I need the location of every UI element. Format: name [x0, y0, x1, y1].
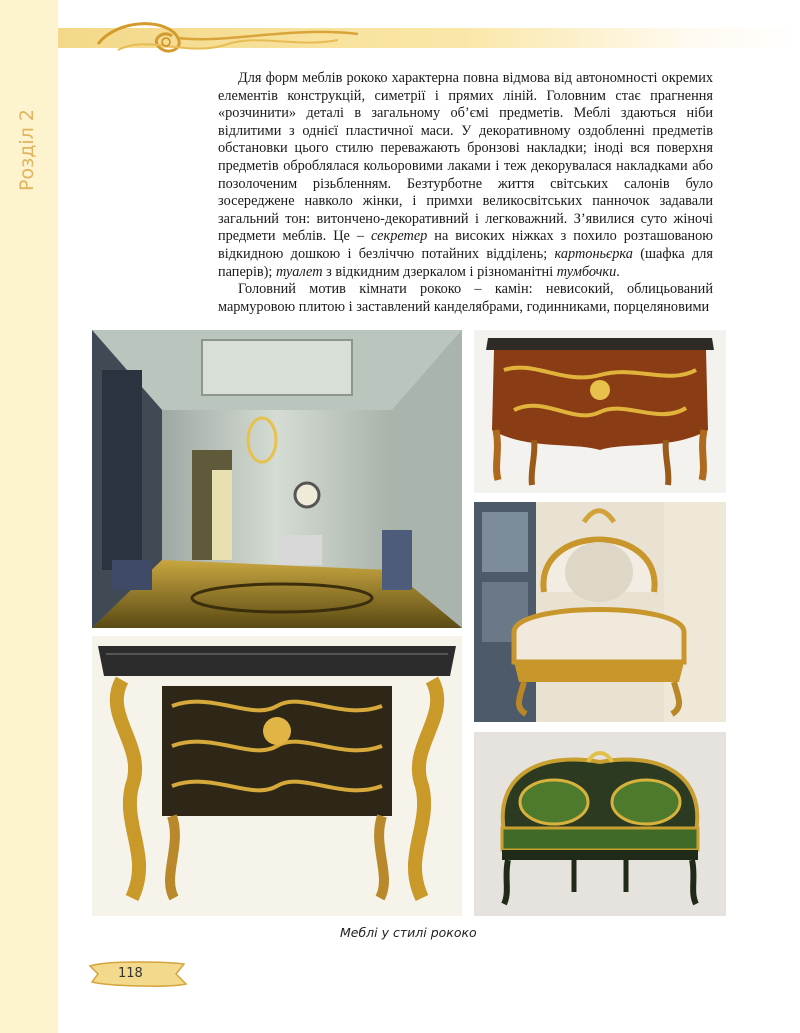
- console-table-boulle-photo: [92, 636, 462, 916]
- text-run: на високих ніжках з похило розташованою відкидною дошкою і безліччю потайних відділень;: [218, 228, 713, 262]
- rococo-interior-photo: [92, 330, 462, 628]
- text-run: з відкидним дзеркалом і різноманітні: [322, 263, 557, 280]
- term-italic: картоньєрка: [554, 245, 633, 262]
- settee-green-photo: [474, 732, 726, 916]
- page-number: 118: [118, 966, 143, 981]
- armchair-gilded-photo: [474, 502, 726, 722]
- figure-caption: Меблі у стилі рококо: [340, 925, 477, 940]
- term-italic: тумбочки: [556, 263, 617, 280]
- paragraph-1: [218, 70, 713, 281]
- text-run: Головний мотив кімнати рококо – камін: невисокий, облицьований мармуровою плитою і заставлений канделябрами, годинниками, порцеляновими: [218, 281, 713, 315]
- text-run: Для форм меблів рококо характерна повна відмова від автономності окремих елементів конструкцій, симетрії і прямих ліній. Головним стає прагнення «розчинити» деталі в загальному об’ємі предметів. Меблі здаються ніби відлитими з однієї пластичної маси. У декоративному оздобленні предметів обстановки цього стилю переважають бронзові накладки; іноді вся поверхня предметів оброблялася кольоровими лаками і теж декорувалася накладками або позолоченим різьбленням. Безтурботне життя світських салонів було зосереджене навколо жінки, і примхи великосвітських панночок задавали загальний тон: витончено-декоративний і легковажний. З’явилися суто жіночі предмети меблів. Це –: [218, 70, 713, 245]
- section-label: Розділ 2: [16, 109, 38, 191]
- swirl-ornament-icon: [58, 14, 800, 60]
- commode-marquetry-photo: [474, 330, 726, 493]
- text-run: (шафка для паперів);: [218, 245, 713, 280]
- term-italic: туалет: [275, 263, 323, 280]
- paragraph-2: [218, 281, 713, 316]
- header-ornament-band: [58, 28, 800, 48]
- text-run: .: [616, 263, 620, 280]
- body-text: [218, 70, 713, 316]
- term-italic: секретер: [371, 228, 428, 245]
